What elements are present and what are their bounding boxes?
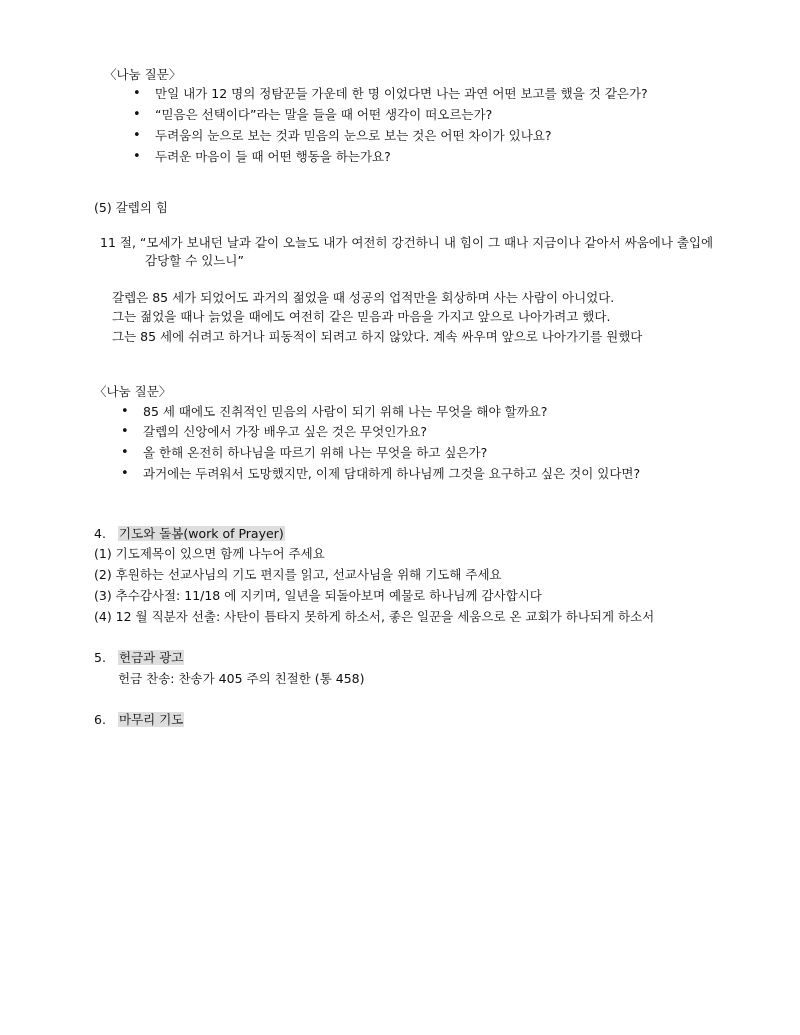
bullet-icon: • <box>121 404 129 419</box>
bullet-icon: • <box>133 149 141 164</box>
bullet-icon: • <box>133 128 141 143</box>
section-number: 6. <box>94 712 106 727</box>
body-paragraph-line: 그는 85 세에 쉬려고 하거나 피동적이 되려고 하지 않았다. 계속 싸우며 앞으로 나아가기를 원했다 <box>112 329 643 344</box>
list-item: 두려운 마음이 들 때 어떤 행동을 하는가요? <box>155 149 391 164</box>
bullet-icon: • <box>121 424 129 439</box>
sharing-questions-heading: 〈나눔 질문〉 <box>94 384 172 399</box>
section-title-offering: 헌금과 광고 <box>119 650 184 665</box>
offering-hymn: 헌금 찬송: 찬송가 405 주의 친절한 (통 458) <box>118 671 365 686</box>
body-paragraph-line: 갈렙은 85 세가 되었어도 과거의 젊었을 때 성공의 업적만을 회상하며 사는 사람이 아니었다. <box>112 290 615 305</box>
bullet-icon: • <box>133 107 141 122</box>
verse-line: 11 절, “모세가 보내던 날과 같이 오늘도 내가 여전히 강건하니 내 힘이 그 때나 지금이나 같아서 싸움에나 출입에 <box>100 235 714 250</box>
list-item: 두려움의 눈으로 보는 것과 믿음의 눈으로 보는 것은 어떤 차이가 있나요? <box>155 128 552 143</box>
list-item: 갈렙의 신앙에서 가장 배우고 싶은 것은 무엇인가요? <box>143 424 428 439</box>
section-title-prayer: 기도와 돌봄(work of Prayer) <box>119 526 284 541</box>
prayer-item: (3) 추수감사절: 11/18 에 지키며, 일년을 되돌아보며 예물로 하나님께 감사합시다 <box>94 588 542 603</box>
section-title-closing: 마무리 기도 <box>119 712 184 727</box>
list-item: “믿음은 선택이다”라는 말을 들을 때 어떤 생각이 떠오르는가? <box>155 107 493 122</box>
prayer-item: (1) 기도제목이 있으면 함께 나누어 주세요 <box>94 546 325 561</box>
list-item: 과거에는 두려워서 도망했지만, 이제 담대하게 하나님께 그것을 요구하고 싶은 것이 있다면? <box>143 466 641 481</box>
body-paragraph-line: 그는 젊었을 때나 늙었을 때에도 여전히 같은 믿음과 마음을 가지고 앞으로 나아가려고 했다. <box>112 309 611 324</box>
bullet-icon: • <box>121 445 129 460</box>
section-number: 4. <box>94 526 106 541</box>
list-item: 올 한해 온전히 하나님을 따르기 위해 나는 무엇을 하고 싶은가? <box>143 445 488 460</box>
section-number: 5. <box>94 650 106 665</box>
prayer-item: (2) 후원하는 선교사님의 기도 편지를 읽고, 선교사님을 위해 기도해 주세요 <box>94 567 502 582</box>
verse-line: 감당할 수 있느니” <box>145 253 244 268</box>
prayer-item: (4) 12 월 직분자 선출: 사탄이 틈타지 못하게 하소서, 좋은 일꾼을 세움으로 온 교회가 하나되게 하소서 <box>94 609 655 624</box>
sharing-questions-heading: 〈나눔 질문〉 <box>104 67 182 82</box>
list-item: 85 세 때에도 진취적인 믿음의 사람이 되기 위해 나는 무엇을 해야 할까요? <box>143 404 548 419</box>
list-item: 만일 내가 12 명의 정탐꾼들 가운데 한 명 이었다면 나는 과연 어떤 보고를 했을 것 같은가? <box>155 86 648 101</box>
bullet-icon: • <box>133 86 141 101</box>
section-title-caleb: (5) 갈렙의 힘 <box>94 200 168 215</box>
bullet-icon: • <box>121 466 129 481</box>
